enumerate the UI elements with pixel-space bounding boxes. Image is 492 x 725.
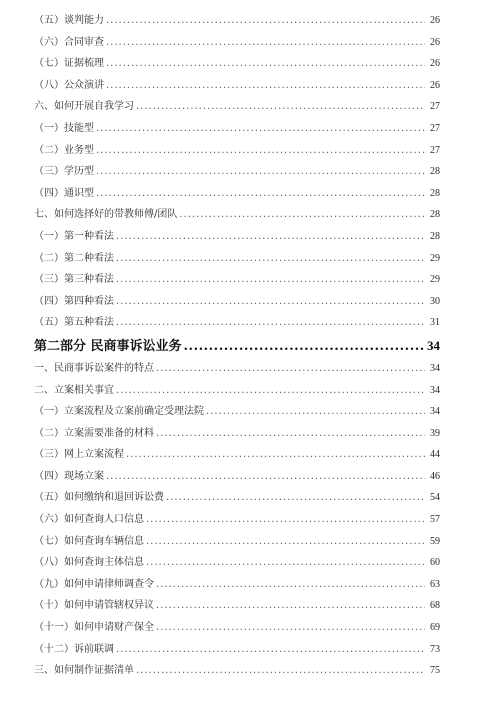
toc-page-number: 27 (430, 144, 440, 156)
toc-page-number: 73 (430, 643, 440, 655)
toc-page-number: 46 (430, 470, 440, 482)
toc-page-number: 27 (430, 101, 440, 113)
toc-entry[interactable] (34, 312, 440, 334)
toc-dot-leader (116, 312, 425, 334)
toc-entry[interactable] (34, 248, 440, 270)
toc-entry[interactable] (34, 595, 440, 617)
toc-part-heading[interactable] (34, 334, 440, 358)
toc-entry[interactable] (34, 204, 440, 226)
toc-page-number: 26 (430, 36, 440, 48)
toc-page-number: 34 (430, 362, 440, 374)
toc-entry-title: （五）如何缴纳和退回诉讼费 (34, 492, 164, 504)
toc-page-number: 57 (430, 514, 440, 526)
toc-entry-title: 三、如何制作证据清单 (34, 665, 134, 677)
toc-dot-leader (156, 595, 425, 617)
toc-entry[interactable] (34, 639, 440, 661)
toc-page-number: 28 (430, 209, 440, 221)
toc-page-number: 31 (430, 317, 440, 329)
toc-entry-title: 一、民商事诉讼案件的特点 (34, 362, 154, 374)
toc-entry-title: （二）立案需要准备的材料 (34, 427, 154, 439)
toc-dot-leader (96, 161, 425, 183)
toc-dot-leader (146, 552, 425, 574)
toc-page-number: 29 (430, 252, 440, 264)
toc-page-number: 28 (430, 166, 440, 178)
toc-dot-leader (116, 269, 425, 291)
toc-entry[interactable] (34, 183, 440, 205)
toc-entry[interactable] (34, 53, 440, 75)
toc-dot-leader (136, 96, 425, 118)
toc-page-number: 69 (430, 622, 440, 634)
toc-entry[interactable] (34, 291, 440, 313)
toc-entry-title: （三）第三种看法 (34, 274, 114, 286)
toc-entry-title: （三）网上立案流程 (34, 449, 124, 461)
toc-entry-title: （七）证据梳理 (34, 58, 104, 70)
toc-dot-leader (106, 10, 425, 32)
table-of-contents (34, 10, 440, 682)
toc-entry-title: （八）公众演讲 (34, 79, 104, 91)
toc-dot-leader (96, 183, 425, 205)
toc-page-number: 68 (430, 600, 440, 612)
toc-dot-leader (96, 140, 425, 162)
toc-entry-title: （三）学历型 (34, 166, 94, 178)
toc-entry-title: （四）现场立案 (34, 470, 104, 482)
toc-entry[interactable] (34, 660, 440, 682)
toc-entry[interactable] (34, 509, 440, 531)
toc-entry-title: （七）如何查询车辆信息 (34, 535, 144, 547)
toc-entry[interactable] (34, 444, 440, 466)
toc-entry[interactable] (34, 531, 440, 553)
toc-entry[interactable] (34, 401, 440, 423)
toc-dot-leader (156, 574, 425, 596)
toc-entry-title: （六）如何查询人口信息 (34, 514, 144, 526)
toc-page-number: 26 (430, 15, 440, 26)
toc-entry[interactable] (34, 96, 440, 118)
toc-dot-leader (116, 248, 425, 270)
toc-entry-title: （一）第一种看法 (34, 230, 114, 242)
toc-page-number: 39 (430, 427, 440, 439)
toc-entry[interactable] (34, 574, 440, 596)
toc-entry[interactable] (34, 226, 440, 248)
toc-entry-title: （五）第五种看法 (34, 317, 114, 329)
toc-entry-title: （五）谈判能力 (34, 15, 104, 26)
toc-dot-leader (106, 466, 425, 488)
toc-entry[interactable] (34, 358, 440, 380)
toc-entry-title: （四）通识型 (34, 187, 94, 199)
toc-entry-title: （八）如何查询主体信息 (34, 557, 144, 569)
toc-entry[interactable] (34, 118, 440, 140)
toc-entry-title: （二）第二种看法 (34, 252, 114, 264)
toc-entry[interactable] (34, 32, 440, 54)
toc-dot-leader (184, 335, 425, 359)
toc-dot-leader (116, 639, 425, 661)
toc-page-number: 26 (430, 58, 440, 70)
toc-page-number: 59 (430, 535, 440, 547)
toc-dot-leader (126, 444, 425, 466)
toc-entry-title: （一）技能型 (34, 122, 94, 134)
toc-entry[interactable] (34, 161, 440, 183)
toc-dot-leader (106, 75, 425, 97)
toc-entry[interactable] (34, 380, 440, 402)
toc-entry[interactable] (34, 140, 440, 162)
toc-dot-leader (156, 617, 425, 639)
toc-page-number: 34 (430, 406, 440, 418)
toc-entry-title: （九）如何申请律师调查令 (34, 578, 154, 590)
toc-dot-leader (156, 423, 425, 445)
toc-page-number: 28 (430, 230, 440, 242)
toc-page-number: 28 (430, 187, 440, 199)
toc-entry-title: （四）第四种看法 (34, 295, 114, 307)
toc-dot-leader (146, 509, 425, 531)
toc-page-number: 44 (430, 449, 440, 461)
toc-entry-title: 第二部分 民商事诉讼业务 (34, 338, 182, 354)
toc-dot-leader (96, 118, 425, 140)
toc-entry[interactable] (34, 423, 440, 445)
toc-dot-leader (116, 380, 425, 402)
toc-page-number: 27 (430, 122, 440, 134)
toc-dot-leader (106, 32, 425, 54)
toc-dot-leader (156, 358, 425, 380)
toc-entry-title: （一）立案流程及立案前确定受理法院 (34, 406, 204, 418)
toc-page-number: 29 (430, 274, 440, 286)
toc-entry[interactable] (34, 552, 440, 574)
toc-entry-title: 六、如何开展自我学习 (34, 101, 134, 113)
toc-page-number: 60 (430, 557, 440, 569)
toc-dot-leader (116, 226, 425, 248)
toc-dot-leader (116, 291, 425, 313)
toc-entry-title: 二、立案相关事宜 (34, 384, 114, 396)
toc-page-number: 63 (430, 578, 440, 590)
toc-page-number: 75 (430, 665, 440, 677)
toc-page-number: 54 (430, 492, 440, 504)
toc-page-number: 34 (430, 384, 440, 396)
toc-entry-title: （十一）如何申请财产保全 (34, 622, 154, 634)
toc-entry-title: （二）业务型 (34, 144, 94, 156)
toc-entry[interactable] (34, 617, 440, 639)
toc-page-number: 34 (427, 337, 440, 353)
toc-dot-leader (136, 660, 425, 682)
toc-entry[interactable] (34, 487, 440, 509)
toc-dot-leader (179, 204, 425, 226)
toc-entry[interactable] (34, 75, 440, 97)
toc-entry-title: 七、如何选择好的带教师傅/团队 (34, 209, 178, 221)
toc-entry-title: （十二）诉前联调 (34, 643, 114, 655)
toc-entry[interactable] (34, 269, 440, 291)
toc-dot-leader (166, 487, 425, 509)
toc-page-number: 30 (430, 295, 440, 307)
toc-entry[interactable] (34, 466, 440, 488)
toc-entry[interactable] (34, 10, 440, 32)
toc-dot-leader (206, 401, 425, 423)
toc-entry-title: （十）如何申请管辖权异议 (34, 600, 154, 612)
toc-dot-leader (146, 531, 425, 553)
toc-entry-title: （六）合同审查 (34, 36, 104, 48)
toc-dot-leader (106, 53, 425, 75)
toc-page-number: 26 (430, 79, 440, 91)
